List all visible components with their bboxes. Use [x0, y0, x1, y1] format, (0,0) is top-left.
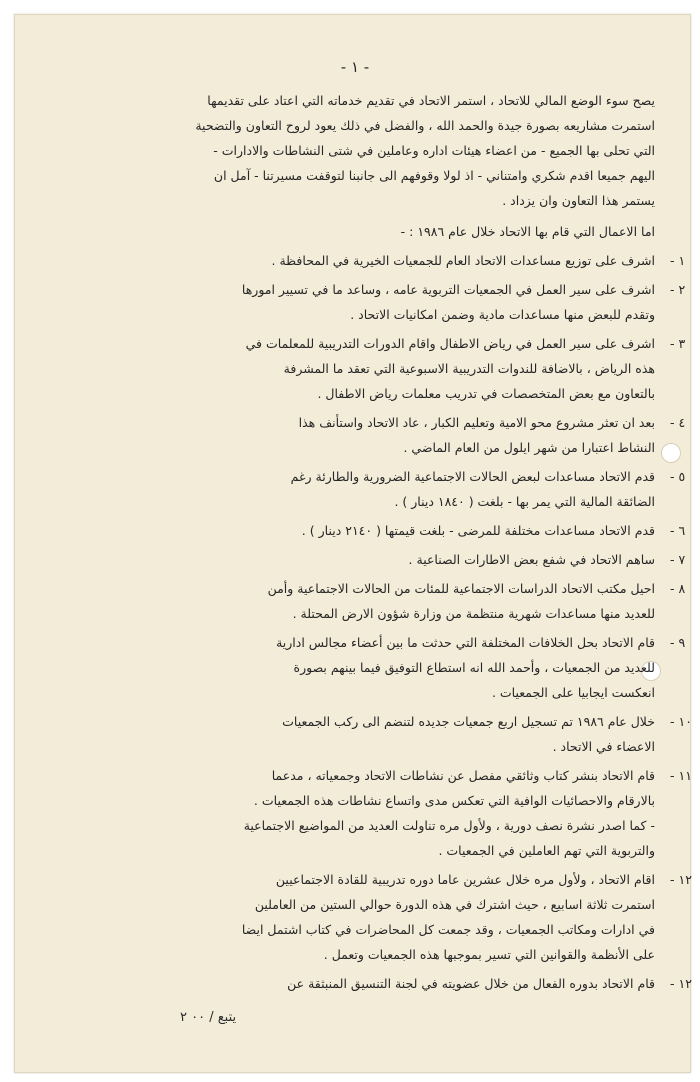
- item-number: ٨ -: [670, 581, 686, 596]
- item-number: ٦ -: [670, 523, 686, 538]
- works-list: [115, 248, 692, 996]
- punch-hole: [661, 443, 681, 463]
- item-line: اشرف على سير العمل في رياض الاطفال واقام الدورات التدريبية للمعلمات في: [245, 336, 655, 351]
- page-number: - ١ -: [340, 58, 370, 76]
- list-item: [115, 547, 686, 572]
- item-line: قدم الاتحاد مساعدات لبعض الحالات الاجتماعية الضرورية والطارئة رغم: [290, 469, 655, 484]
- item-number: ١٠ -: [670, 714, 692, 729]
- intro-line: استمرت مشاريعه بصورة جيدة والحمد الله ، والفضل في ذلك يعود لروح التعاون والتضحية: [195, 118, 655, 133]
- item-line: والتربوية التي تهم العاملين في الجمعيات .: [438, 843, 655, 858]
- item-line: اشرف على توزيع مساعدات الاتحاد العام للجمعيات الخيرية في المحافظة .: [271, 253, 655, 268]
- item-line: قام الاتحاد بحل الخلافات المختلفة التي حدثت ما بين أعضاء مجالس ادارية: [276, 635, 655, 650]
- list-item: [115, 464, 686, 514]
- item-number: ٢ -: [670, 282, 686, 297]
- item-number: ٣ -: [670, 336, 686, 351]
- item-line: بالارقام والاحصائيات الوافية التي تعكس مدى واتساع نشاطات هذه الجمعيات .: [253, 793, 655, 808]
- intro-line: يستمر هذا التعاون وان يزداد .: [502, 193, 655, 208]
- item-number: ١٢ -: [670, 872, 692, 887]
- item-line: بالتعاون مع بعض المتخصصات في تدريب معلمات رياض الاطفال .: [317, 386, 655, 401]
- item-line: هذه الرياض ، بالاضافة للندوات التدريبية الاسبوعية التي تعقد ما المشرفة: [283, 361, 655, 376]
- item-line: - كما اصدر نشرة نصف دورية ، ولأول مره تناولت العديد من المواضيع الاجتماعية: [243, 818, 655, 833]
- item-number: ٤ -: [670, 415, 686, 430]
- item-line: قام الاتحاد بدوره الفعال من خلال عضويته في لجنة التنسيق المنبثقة عن: [287, 976, 655, 991]
- item-line: على الأنظمة والقوانين التي تسير بموجبها هذه الجمعيات وتعمل .: [323, 947, 655, 962]
- list-item: [115, 867, 692, 967]
- item-number: ١١ -: [670, 768, 692, 783]
- item-line: وتقدم للبعض منها مساعدات مادية وضمن امكانيات الاتحاد .: [350, 307, 655, 322]
- item-line: اشرف على سير العمل في الجمعيات التربوية عامه ، وساعد ما في تسيير امورها: [241, 282, 655, 297]
- item-line: استمرت ثلاثة اسابيع ، حيث اشترك في هذه الدورة حوالي الستين من العاملين: [254, 897, 655, 912]
- intro-line: اليهم جميعا اقدم شكري وامتناني - اذ لولا وقوفهم الى جانبنا لتوقفت مسيرتنا - آمل ان: [213, 168, 655, 183]
- item-line: الضائقة المالية التي يمر بها - بلغت ( ١٨٤٠ دينار ) .: [394, 494, 655, 509]
- list-item: [115, 630, 686, 705]
- list-item: [115, 763, 692, 863]
- works-heading: اما الاعمال التي قام بها الاتحاد خلال عام ١٩٨٦ : -: [400, 224, 655, 239]
- item-line: للعديد من الجمعيات ، وأحمد الله انه استطاع التوفيق فيما بينهم بصورة: [293, 660, 655, 675]
- list-item: [115, 410, 686, 460]
- item-number: ٧ -: [670, 552, 686, 567]
- list-item: [115, 971, 692, 996]
- document-body: [115, 88, 692, 996]
- item-line: اقام الاتحاد ، ولأول مره خلال عشرين عاما دوره تدريبية للقادة الاجتماعيين: [275, 872, 655, 887]
- item-line: خلال عام ١٩٨٦ تم تسجيل اربع جمعيات جديده لتنضم الى ركب الجمعيات: [282, 714, 655, 729]
- item-line: قام الاتحاد بنشر كتاب وثائقي مفصل عن نشاطات الاتحاد وجمعياته ، مدعما: [271, 768, 655, 783]
- item-line: انعكست ايجابيا على الجمعيات .: [491, 685, 655, 700]
- list-item: [115, 331, 686, 406]
- item-line: النشاط اعتبارا من شهر ايلول من العام الماضي .: [403, 440, 655, 455]
- item-line: ساهم الاتحاد في شفع بعض الاطارات الصناعية .: [408, 552, 655, 567]
- item-line: في ادارات ومكاتب الجمعيات ، وقد جمعت كل المحاضرات في كتاب اشتمل ايضا: [241, 922, 655, 937]
- list-item: [115, 248, 686, 273]
- item-line: الاعضاء في الاتحاد .: [552, 739, 655, 754]
- list-item: [115, 709, 692, 759]
- item-number: ٩ -: [670, 635, 686, 650]
- item-number: ١٢ -: [670, 976, 692, 991]
- list-item: [115, 277, 686, 327]
- item-line: للعديد منها مساعدات شهرية منتظمة من وزارة شؤون الارض المحتلة .: [292, 606, 655, 621]
- item-number: ١ -: [670, 253, 686, 268]
- list-item: [115, 576, 686, 626]
- continuation-note: يتبع / ٠٠ ٢: [180, 1010, 237, 1025]
- intro-line: يصح سوء الوضع المالي للاتحاد ، استمر الاتحاد في تقديم خدماته التي اعتاد على تقديمها: [207, 93, 655, 108]
- item-line: بعد ان تعثر مشروع محو الامية وتعليم الكبار ، عاد الاتحاد واستأنف هذا: [298, 415, 655, 430]
- list-item: [115, 518, 686, 543]
- item-number: ٥ -: [670, 469, 686, 484]
- item-line: احيل مكتب الاتحاد الدراسات الاجتماعية للمئات من الحالات الاجتماعية وأمن: [267, 581, 655, 596]
- intro-line: التي تحلى بها الجميع - من اعضاء هيئات اداره وعاملين في شتى النشاطات والادارات -: [213, 143, 655, 158]
- item-line: قدم الاتحاد مساعدات مختلفة للمرضى - بلغت قيمتها ( ٢١٤٠ دينار ) .: [301, 523, 655, 538]
